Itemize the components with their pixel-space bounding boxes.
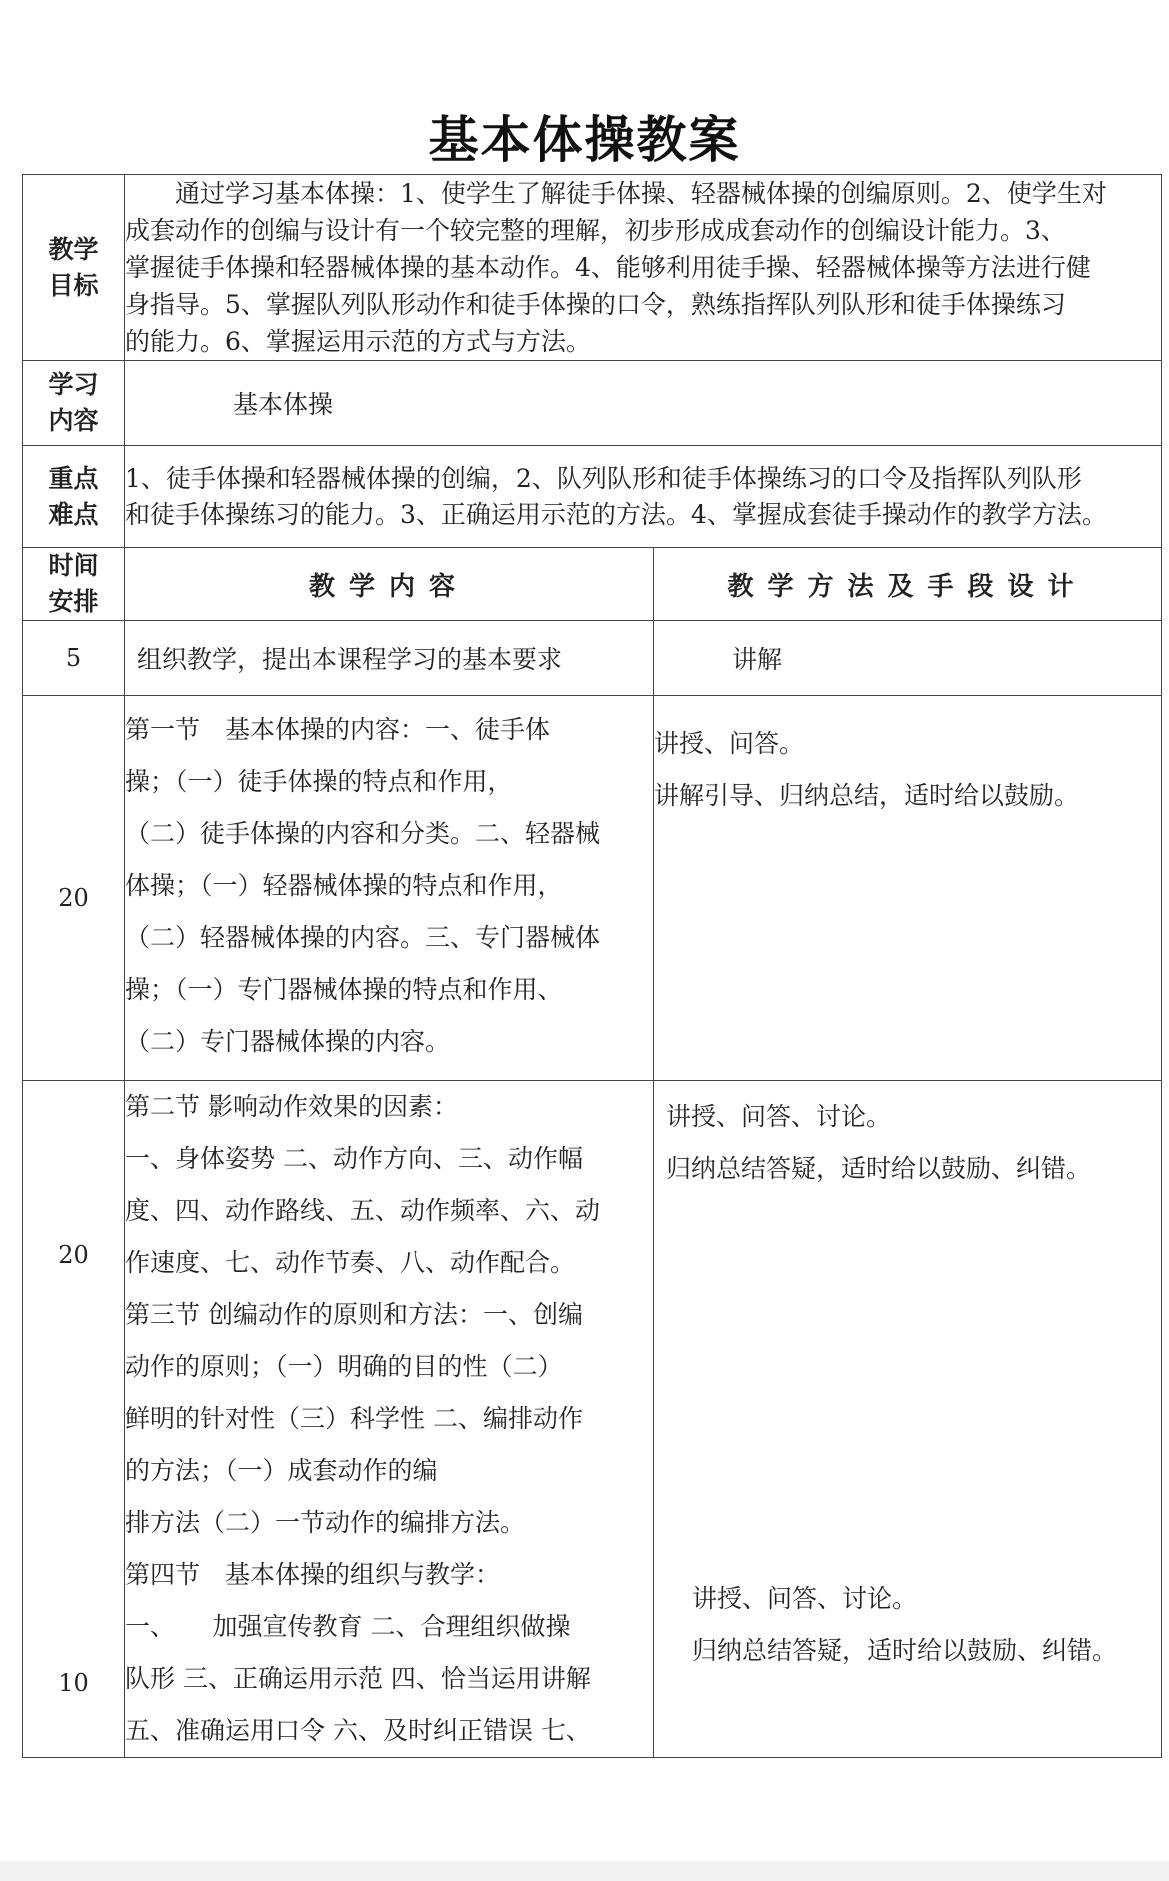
content-label: 学习 内容 (23, 361, 125, 446)
schedule-row (23, 621, 1162, 696)
objectives-row (23, 175, 1162, 361)
row-method: 讲授、问答。 讲解引导、归纳总结，适时给以鼓励。 (654, 696, 1162, 1081)
row-content: 第一节 基本体操的内容：一、徒手体 操；（一）徒手体操的特点和作用， （二）徒手体操的内容和分类。二、轻器械 体操；（一）轻器械体操的特点和作用， （二）轻器械体操的内容。三、专门器械体 操；（一）专门器械体操的特点和作用、 （二）专门器械体操的内容。 (125, 696, 654, 1081)
page-bottom-margin (0, 1861, 1169, 1881)
time-header: 时间 安排 (23, 548, 125, 621)
content-header: 教学内容 (125, 548, 654, 621)
row-time: 20 (23, 696, 125, 1081)
key-points-row (23, 446, 1162, 548)
document-title: 基本体操教案 (428, 111, 741, 169)
content-text: 基本体操 (125, 361, 1162, 446)
key-points-text: 1、徒手体操和轻器械体操的创编，2、队列队形和徒手体操练习的口令及指挥队列队形 和徒手体操练习的能力。3、正确运用示范的方法。4、掌握成套徒手操动作的教学方法。 (125, 446, 1162, 548)
objectives-label: 教学 目标 (23, 175, 125, 361)
schedule-header-row (23, 548, 1162, 621)
content-row (23, 361, 1162, 446)
row-content: 组织教学，提出本课程学习的基本要求 (125, 621, 654, 696)
row-method: 讲授、问答、讨论。 归纳总结答疑，适时给以鼓励、纠错。 讲授、问答、讨论。 归纳总结答疑，适时给以鼓励、纠错。 (654, 1081, 1162, 1758)
method-header: 教学方法及手段设计 (654, 548, 1162, 621)
schedule-row (23, 696, 1162, 1081)
schedule-row (23, 1081, 1162, 1758)
row-content: 第二节 影响动作效果的因素： 一、身体姿势 二、动作方向、三、动作幅 度、四、动作路线、五、动作频率、六、动 作速度、七、动作节奏、八、动作配合。 第三节 创编动作的原则和方法：一、创编 动作的原则；（一）明确的目的性（二） 鲜明的针对性（三）科学性 二、编排动作 的方法；（一）成套动作的编 排方法（二）一节动作的编排方法。 第四节 基本体操的组织与教学： 一、 加强宣传教育 二、合理组织做操 队形 三、正确运用示范 四、恰当运用讲解 五、准确运用口令 六、及时纠正错误 七、 (125, 1081, 654, 1758)
key-points-label: 重点 难点 (23, 446, 125, 548)
row-time: 20 10 (23, 1081, 125, 1758)
row-method: 讲解 (654, 621, 1162, 696)
lesson-plan-table (22, 174, 1162, 1758)
objectives-text: 通过学习基本体操：1、使学生了解徒手体操、轻器械体操的创编原则。2、使学生对 成套动作的创编与设计有一个较完整的理解，初步形成成套动作的创编设计能力。3、 掌握徒手体操和轻器械体操的基本动作。4、能够利用徒手操、轻器械体操等方法进行健 身指导。5、掌握队列队形动作和徒手体操的口令，熟练指挥队列队形和徒手体操练习 的能力。6、掌握运用示范的方式与方法。 (125, 175, 1162, 361)
row-time: 5 (23, 621, 125, 696)
